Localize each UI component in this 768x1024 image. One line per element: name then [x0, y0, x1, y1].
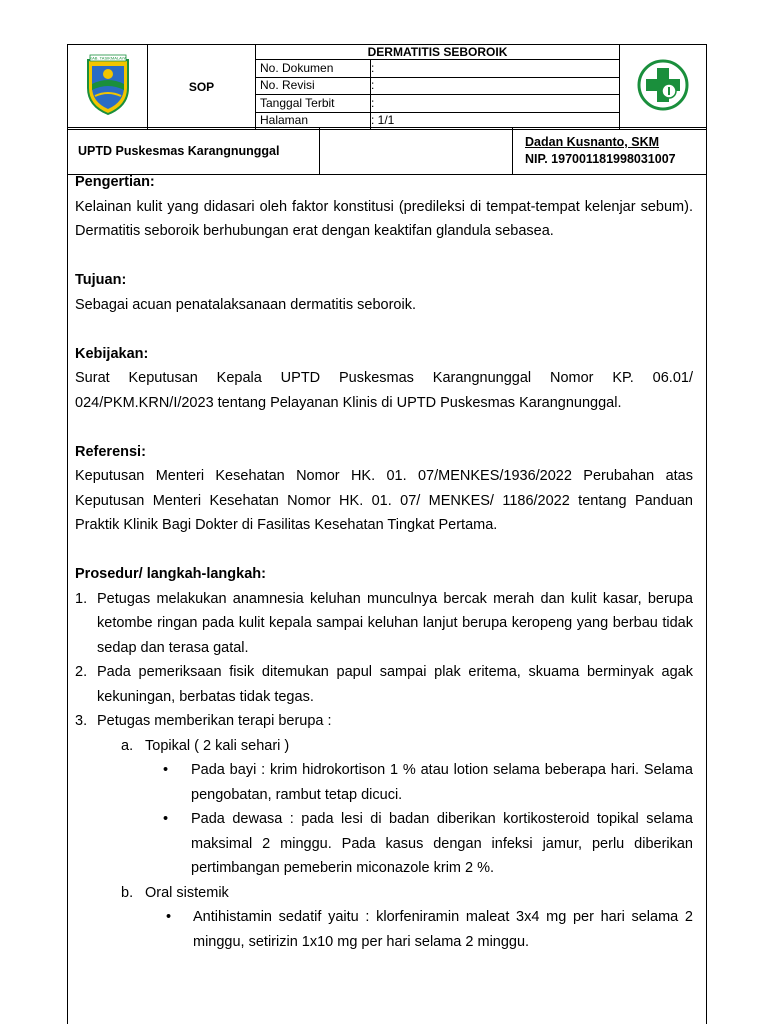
prosedur-heading: Prosedur/ langkah-langkah: [75, 566, 266, 582]
meta-value-no-dokumen: : [371, 60, 620, 78]
bullet-item [75, 905, 693, 954]
kebijakan-text: Surat Keputusan Kepala UPTD Puskesmas Karangnunggal Nomor KP. 06.01/ 024/PKM.KRN/I/2023 tentang Pelayanan Klinis di UPTD Puskesmas Karangnunggal. [75, 370, 693, 411]
meta-label-halaman: Halaman [256, 112, 371, 130]
meta-value-halaman: : 1/1 [371, 112, 620, 130]
pengertian-heading: Pengertian: [75, 174, 155, 190]
meta-label-no-revisi: No. Revisi [256, 77, 371, 95]
organization-row [67, 127, 707, 175]
meta-label-no-dokumen: No. Dokumen [256, 60, 371, 78]
list-item [75, 660, 693, 709]
meta-value-no-revisi: : [371, 77, 620, 95]
sub-item-topikal [75, 734, 693, 759]
meta-label-tanggal-terbit: Tanggal Terbit [256, 95, 371, 113]
document-title: DERMATITIS SEBOROIK [256, 45, 620, 60]
frame-right-border [706, 172, 707, 1024]
section-tujuan [75, 268, 693, 317]
bullet-item [75, 807, 693, 881]
step-text: Petugas melakukan anamnesia keluhan munculnya bercak merah dan kulit kasar, berupa ketombe ringan pada kulit kepala sampai keluhan lanjut berupa keropeng yang berbau tidak sedap dan terasa gatal. [97, 590, 693, 656]
sub-item-letter: a. [121, 737, 134, 754]
puskesmas-logo-icon [637, 59, 689, 111]
regency-logo-cell [68, 45, 148, 130]
sub-item-text: Topikal ( 2 kali sehari ) [145, 737, 290, 754]
puskesmas-logo-cell [620, 45, 707, 130]
organization-name: UPTD Puskesmas Karangnunggal [68, 128, 320, 175]
regency-logo-lettering: KAB. TASIKMALAYA [88, 55, 127, 61]
organization-blank-cell [320, 128, 513, 175]
kebijakan-heading: Kebijakan: [75, 345, 149, 362]
sub-item-letter: b. [121, 884, 134, 901]
step-number: 3. [75, 713, 88, 729]
step-text: Petugas memberikan terapi berupa : [97, 713, 332, 729]
sop-label: SOP [148, 45, 256, 130]
section-kebijakan [75, 342, 693, 416]
pengertian-text: Kelainan kulit yang didasari oleh faktor konstitusi (predileksi di tempat-tempat kelenjar sebum). Dermatitis seboroik berhubungan erat dengan keaktifan glandula sebasea. [75, 198, 693, 239]
section-referensi [75, 440, 693, 538]
meta-value-tanggal-terbit: : [371, 95, 620, 113]
signatory-nip: NIP. 197001181998031007 [525, 152, 676, 166]
regency-crest-icon [83, 54, 133, 116]
bullet-icon: • [163, 762, 169, 778]
list-item [75, 709, 693, 734]
bullet-icon: • [163, 811, 169, 827]
bullet-item [75, 758, 693, 807]
section-prosedur [75, 562, 693, 954]
signatory-block [513, 128, 707, 175]
tujuan-text: Sebagai acuan penatalaksanaan dermatitis seboroik. [75, 296, 416, 313]
list-item [75, 587, 693, 661]
sop-header-table [67, 44, 707, 130]
tujuan-heading: Tujuan: [75, 272, 127, 288]
step-text: Pada pemeriksaan fisik ditemukan papul sampai plak eritema, skuama berminyak agak kekuningan, berbatas tidak tegas. [97, 664, 693, 705]
sub-item-oral [75, 881, 693, 906]
step-number: 2. [75, 664, 88, 680]
sub-item-text: Oral sistemik [145, 884, 229, 901]
section-pengertian [75, 170, 693, 244]
referensi-heading: Referensi: [75, 443, 146, 460]
signatory-name: Dadan Kusnanto, SKM [525, 135, 660, 149]
bullet-text: Antihistamin sedatif yaitu : klorfeniramin maleat 3x4 mg per hari selama 2 minggu, setirizin 1x10 mg per hari selama 2 minggu. [193, 909, 693, 950]
frame-left-border [67, 172, 68, 1024]
step-number: 1. [75, 590, 88, 607]
sop-body [75, 170, 693, 954]
bullet-icon: • [166, 909, 172, 925]
referensi-text: Keputusan Menteri Kesehatan Nomor HK. 01. 07/MENKES/1936/2022 Perubahan atas Keputusan Menteri Kesehatan Nomor HK. 01. 07/ MENKES/ 1186/2022 tentang Panduan Praktik Klinik Bagi Dokter di Fasilitas Kesehatan Tingkat Pertama. [75, 468, 693, 533]
bullet-text: Pada bayi : krim hidrokortison 1 % atau lotion selama beberapa hari. Selama pengobatan, rambut tetap dicuci. [191, 762, 693, 803]
bullet-text: Pada dewasa : pada lesi di badan diberikan kortikosteroid topikal selama maksimal 2 minggu. Pada kasus dengan infeksi jamur, perlu diberikan pertimbangan pemeberin miconazole krim 2 %. [191, 811, 693, 876]
